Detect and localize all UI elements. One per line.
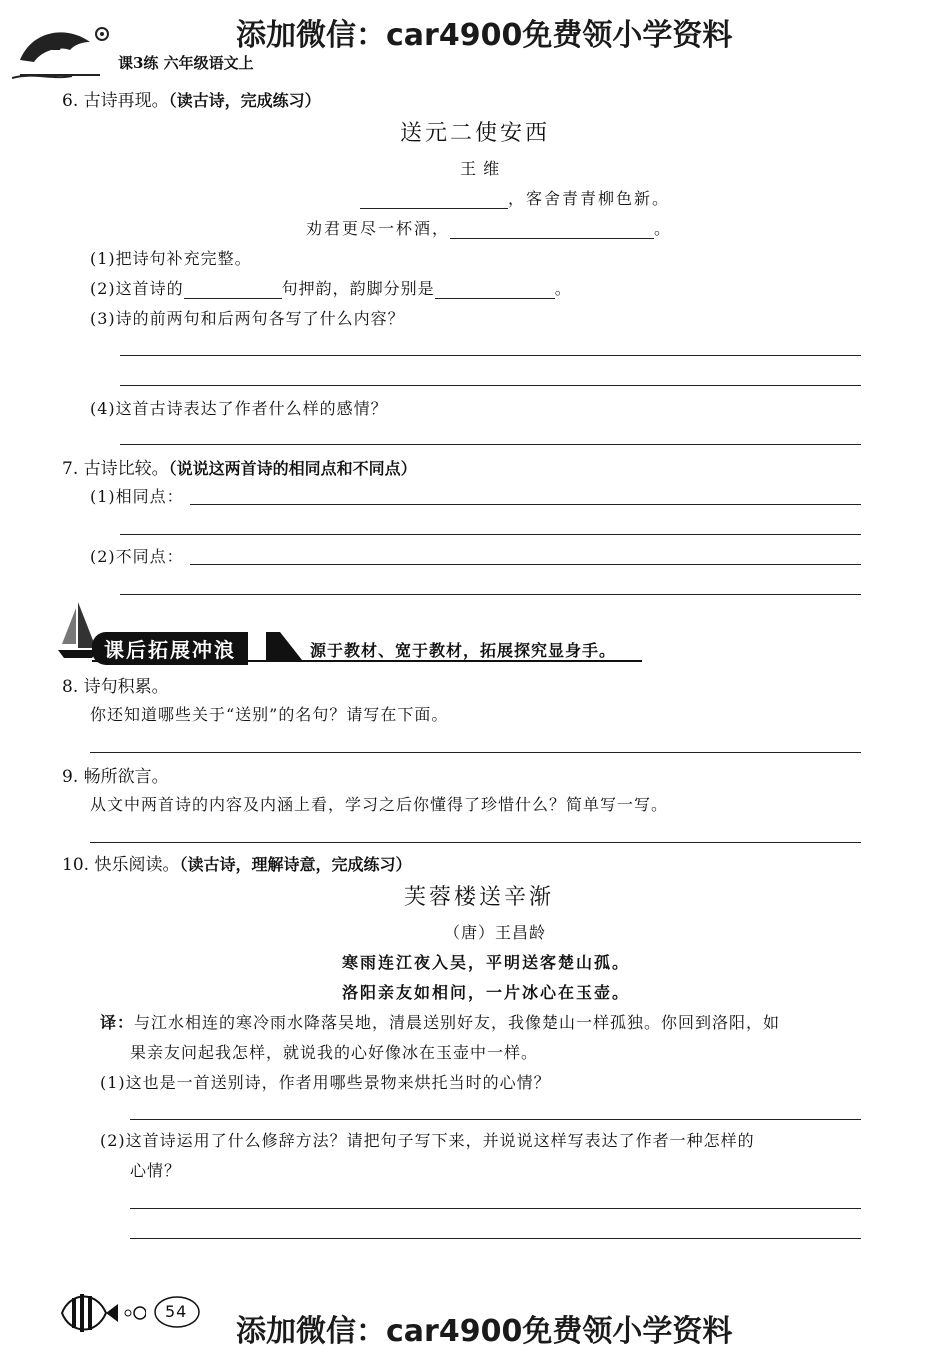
q7-number: 7. [62,459,79,479]
q7-instruction: （说说这两首诗的相同点和不同点） [168,459,417,478]
answer-line[interactable] [190,504,861,505]
q9-number: 9. [62,767,79,787]
answer-line[interactable] [120,385,861,386]
section-rule [92,660,642,662]
q6-label: 古诗再现。 [83,91,169,111]
q7-part2: (2)不同点： [90,547,184,566]
q9-label: 畅所欲言。 [83,767,169,787]
q10-poem-title: 芙蓉楼送辛渐 [404,885,555,910]
q10-part2a: (2)这首诗运用了什么修辞方法？请把句子写下来，并说说这样写表达了作者一种怎样的 [100,1131,755,1150]
q10-translation-line2: 果亲友问起我怎样，就说我的心好像冰在玉壶中一样。 [130,1043,539,1062]
q6-poem-line2 [306,216,672,239]
answer-line[interactable] [120,594,861,595]
answer-line[interactable] [130,1238,861,1239]
q7-heading [62,454,417,479]
q8-label: 诗句积累。 [83,677,169,697]
q6-instruction: （读古诗，完成练习） [168,91,321,110]
answer-line[interactable] [130,1208,861,1209]
answer-line[interactable] [120,444,861,445]
q10-instruction: （读古诗，理解诗意，完成练习） [179,855,412,874]
q6-line2-end: 。 [654,219,673,238]
watermark-bottom: 添加微信：car4900免费领小学资料 [236,1314,733,1349]
fish-icon [56,1288,146,1338]
q6-poem-title: 送元二使安西 [400,121,551,146]
q6-poem-line1 [360,186,670,209]
q6-part4: (4)这首古诗表达了作者什么样的感情？ [90,399,388,418]
q10-translation-line1 [100,1010,780,1033]
watermark-top: 添加微信：car4900免费领小学资料 [236,18,733,53]
q6-blank-1[interactable] [360,190,508,209]
q10-poem-line2: 洛阳亲友如相问，一片冰心在玉壶。 [342,983,631,1002]
q10-label: 快乐阅读。 [94,855,180,875]
answer-line[interactable] [130,1119,861,1120]
section-slogan: 源于教材、宽于教材，拓展探究显身手。 [310,641,617,660]
q10-translation-label: 译： [100,1013,135,1032]
q10-part1: (1)这也是一首送别诗，作者用哪些景物来烘托当时的心情？ [100,1073,551,1092]
q6-heading [62,86,321,111]
q6-line2-text: 劝君更尽一杯酒， [306,219,451,238]
q6-part1: (1)把诗句补充完整。 [90,249,252,268]
answer-line[interactable] [190,564,861,565]
answer-line[interactable] [120,534,861,535]
section-badge: 课后拓展冲浪 [92,632,248,665]
q8-heading [62,672,169,697]
answer-line[interactable] [90,842,861,843]
q10-translation-text1: 与江水相连的寒冷雨水降落吴地，清晨送别好友，我像楚山一样孤独。你回到洛阳，如 [134,1013,781,1032]
q6-line1-text: ，客舍青青柳色新。 [508,189,671,208]
q6-part2-a: (2)这首诗的 [90,279,184,298]
q8-text: 你还知道哪些关于“送别”的名句？请写在下面。 [90,705,449,724]
q10-number: 10. [62,855,90,875]
answer-line[interactable] [120,355,861,356]
q10-heading [62,850,411,875]
q8-number: 8. [62,677,79,697]
q6-number: 6. [62,91,79,111]
q9-text: 从文中两首诗的内容及内涵上看，学习之后你懂得了珍惜什么？简单写一写。 [90,795,669,814]
answer-line[interactable] [90,752,861,753]
header-rule [20,74,100,76]
q6-poem-author: 王 维 [460,159,501,178]
q7-part1: (1)相同点： [90,487,184,506]
page-number: 54 [165,1302,188,1321]
q6-part2 [90,276,572,299]
q10-part2b: 心情？ [130,1161,182,1180]
q6-blank-2[interactable] [450,220,654,239]
dolphin-logo-icon [12,20,122,82]
q7-label: 古诗比较。 [83,459,169,479]
q6-part3: (3)诗的前两句和后两句各写了什么内容？ [90,309,405,328]
badge-arrow-icon [266,632,306,662]
q6-blank-4[interactable] [435,280,555,299]
q6-blank-3[interactable] [184,280,282,299]
lesson-header: 课3练 六年级语文上 [118,54,254,72]
q9-heading [62,762,169,787]
q6-part2-c: 。 [554,279,572,298]
q10-poem-line1: 寒雨连江夜入吴，平明送客楚山孤。 [342,953,631,972]
q10-poem-author: （唐）王昌龄 [444,923,547,942]
q6-part2-b: 句押韵，韵脚分别是 [281,279,435,298]
